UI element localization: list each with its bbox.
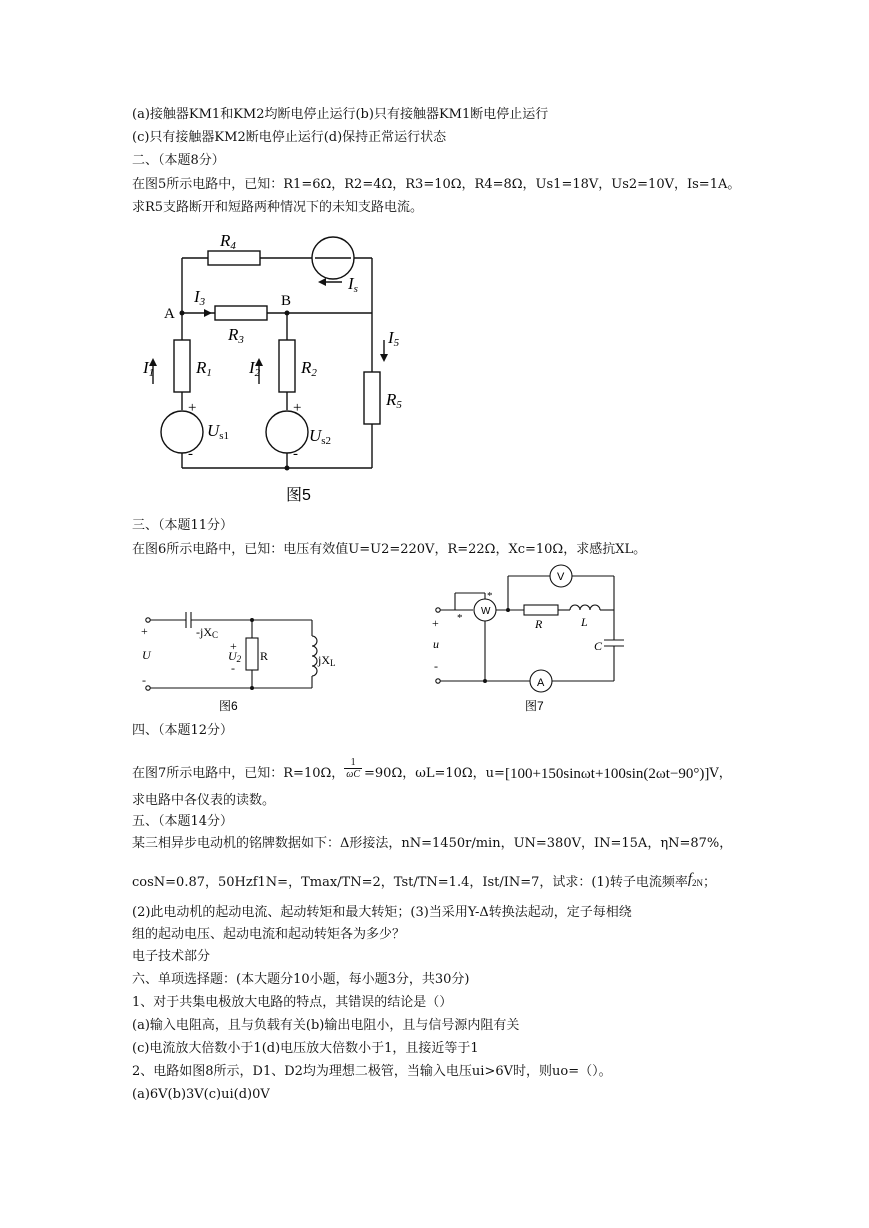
q5-text-2-end: ； (703, 875, 717, 890)
i1-label: I (143, 358, 149, 377)
svg-text:R4 (219, 231, 236, 252)
q4-text-b: =90Ω，ωL=10Ω，u= (364, 765, 505, 781)
figure-7-circuit (425, 560, 630, 720)
fig6-u2-label: U (228, 649, 237, 663)
r2-label: R (301, 358, 312, 377)
fig7-u-label: u (433, 637, 439, 651)
fig6-jxl-label: jX (318, 653, 330, 667)
question-5-text-1: 某三相异步电动机的铭牌数据如下：Δ形接法，nN=1450r/min，UN=380V，IN=15A，ηN=87%， (132, 836, 733, 851)
svg-text:-jXC (196, 625, 218, 640)
svg-text:jXL (317, 653, 336, 668)
r4-label: R (220, 231, 231, 250)
node-b-label: B (281, 293, 292, 309)
fig6-r-label: R (260, 649, 269, 663)
q4-text-a: 在图7所示电路中，已知：R=10Ω， (132, 765, 345, 781)
figure-6-caption: 图6 (219, 699, 238, 713)
fig6-u2-plus: + (230, 639, 237, 653)
svg-text:Us2 (309, 426, 331, 447)
i1-sub: 1 (148, 367, 155, 379)
fig7-plus: + (432, 616, 439, 630)
question-6-1: 1、对于共集电极放大电路的特点，其错误的结论是（） (132, 995, 453, 1010)
r4-sub: 4 (230, 240, 236, 252)
svg-text:R5 (385, 390, 402, 411)
is-sub: s (353, 283, 358, 295)
q4-text-c: V， (709, 765, 732, 781)
us1-minus: - (188, 446, 193, 462)
fig6-jxc-label: -jX (196, 625, 212, 639)
question-3-text: 在图6所示电路中，已知：电压有效值U=U2=220V，R=22Ω，Xc=10Ω，求感抗XL。 (132, 542, 647, 557)
q4-fraction-num: 1 (350, 757, 356, 768)
fig6-u-label: U (142, 648, 151, 662)
r2-sub: 2 (311, 367, 317, 379)
question-5-heading: 五、（本题14分） (132, 814, 234, 829)
fig6-jxc-sub: C (212, 630, 219, 640)
svg-text:R1 (195, 358, 212, 379)
question-6-1-options-1: (a)输入电阻高，且与负载有关(b)输出电阻小，且与信号源内阻有关 (132, 1018, 520, 1033)
question-2-heading: 二、（本题8分） (132, 153, 225, 168)
fig7-c-label: C (594, 639, 603, 653)
question-4-heading: 四、（本题12分） (132, 723, 234, 738)
q5-text-2-body: cosN=0.87，50Hzf1N=，Tmax/TN=2，Tst/TN=1.4，Ist/IN=7，试求：(1)转子电流频率 (132, 875, 688, 890)
question-2-text-1: 在图5所示电路中，已知：R1=6Ω，R2=4Ω，R3=10Ω，R4=8Ω，Us1=18V，Us2=10V，Is=1A。 (132, 177, 741, 192)
svg-text:R2 (300, 358, 317, 379)
q4-fraction-den: ωC (346, 769, 361, 780)
i5-label: I (388, 328, 394, 347)
us2-sub: s2 (321, 435, 332, 447)
option-line-2: (c)只有接触器KM2断电停止运行(d)保持正常运行状态 (132, 130, 447, 145)
svg-text:R3 (227, 325, 244, 346)
q4-formula: [100+150sinωt+100sin(2ωt−90°)] (504, 765, 710, 782)
i2-label: I (249, 358, 255, 377)
i2-sub: 2 (254, 367, 261, 379)
q5-f-sub: 2N (692, 878, 704, 888)
question-4-text-2: 求电路中各仪表的读数。 (132, 793, 276, 808)
r1-sub: 1 (206, 367, 212, 379)
node-a-label: A (164, 306, 175, 322)
q5-f-symbol: f (687, 871, 693, 887)
i3-sub: 3 (199, 296, 206, 308)
figure-7-caption: 图7 (525, 699, 544, 713)
wattmeter-star-2: * (457, 612, 463, 624)
wattmeter-star-1: * (487, 590, 493, 602)
us2-label: U (309, 426, 322, 445)
fig6-u2-minus: - (231, 661, 235, 675)
section-electronics: 电子技术部分 (132, 949, 211, 964)
q4-fraction (344, 757, 362, 780)
i5-sub: 5 (393, 337, 400, 349)
us2-minus: - (293, 446, 298, 462)
fig7-r-label: R (535, 617, 543, 631)
svg-text:I3 (193, 287, 206, 308)
question-5-text-2 (132, 873, 716, 892)
question-5-text-3: (2)此电动机的起动电流、起动转矩和最大转矩；(3)当采用Y-Δ转换法起动，定子每相绕 (132, 905, 632, 920)
ammeter-label: A (537, 677, 545, 689)
r3-sub: 3 (238, 334, 244, 346)
us2-plus: + (293, 400, 302, 416)
r5-label: R (386, 390, 397, 409)
question-6-1-options-2: (c)电流放大倍数小于1(d)电压放大倍数小于1，且接近等于1 (132, 1041, 479, 1056)
fig6-u2-sub: 2 (236, 654, 242, 664)
fig7-l-label: L (581, 615, 588, 629)
us1-label: U (207, 421, 220, 440)
svg-text:Is (347, 274, 358, 295)
fig7-minus: - (434, 659, 438, 673)
fig6-plus: + (141, 624, 148, 638)
is-label: I (348, 274, 354, 293)
svg-text:Us1 (207, 421, 229, 442)
question-6-heading: 六、单项选择题：(本大题分10小题，每小题3分，共30分) (132, 972, 470, 987)
us1-sub: s1 (219, 430, 230, 442)
question-6-2-options: (a)6V(b)3V(c)ui(d)0V (132, 1087, 270, 1102)
option-line-1: (a)接触器KM1和KM2均断电停止运行(b)只有接触器KM1断电停止运行 (132, 107, 549, 122)
question-2-text-2: 求R5支路断开和短路两种情况下的未知支路电流。 (132, 200, 424, 215)
fig6-minus: - (142, 673, 146, 687)
question-3-heading: 三、（本题11分） (132, 518, 234, 533)
figure-5-caption: 图5 (286, 487, 311, 504)
figure-5-circuit (130, 225, 430, 510)
i3-label: I (194, 287, 200, 306)
voltmeter-label: V (557, 571, 565, 583)
fig6-jxl-sub: L (330, 658, 336, 668)
question-4-text (132, 757, 732, 785)
question-5-text-4: 组的起动电压、起动电流和起动转矩各为多少？ (132, 927, 406, 942)
svg-text:I5 (387, 328, 400, 349)
question-6-2: 2、电路如图8所示，D1、D2均为理想二极管，当输入电压ui>6V时，则uo=（）。 (132, 1064, 612, 1079)
figure-6-circuit (135, 595, 365, 715)
r1-label: R (196, 358, 207, 377)
r3-label: R (228, 325, 239, 344)
r5-sub: 5 (396, 399, 402, 411)
wattmeter-label: W (481, 606, 491, 617)
us1-plus: + (188, 400, 197, 416)
